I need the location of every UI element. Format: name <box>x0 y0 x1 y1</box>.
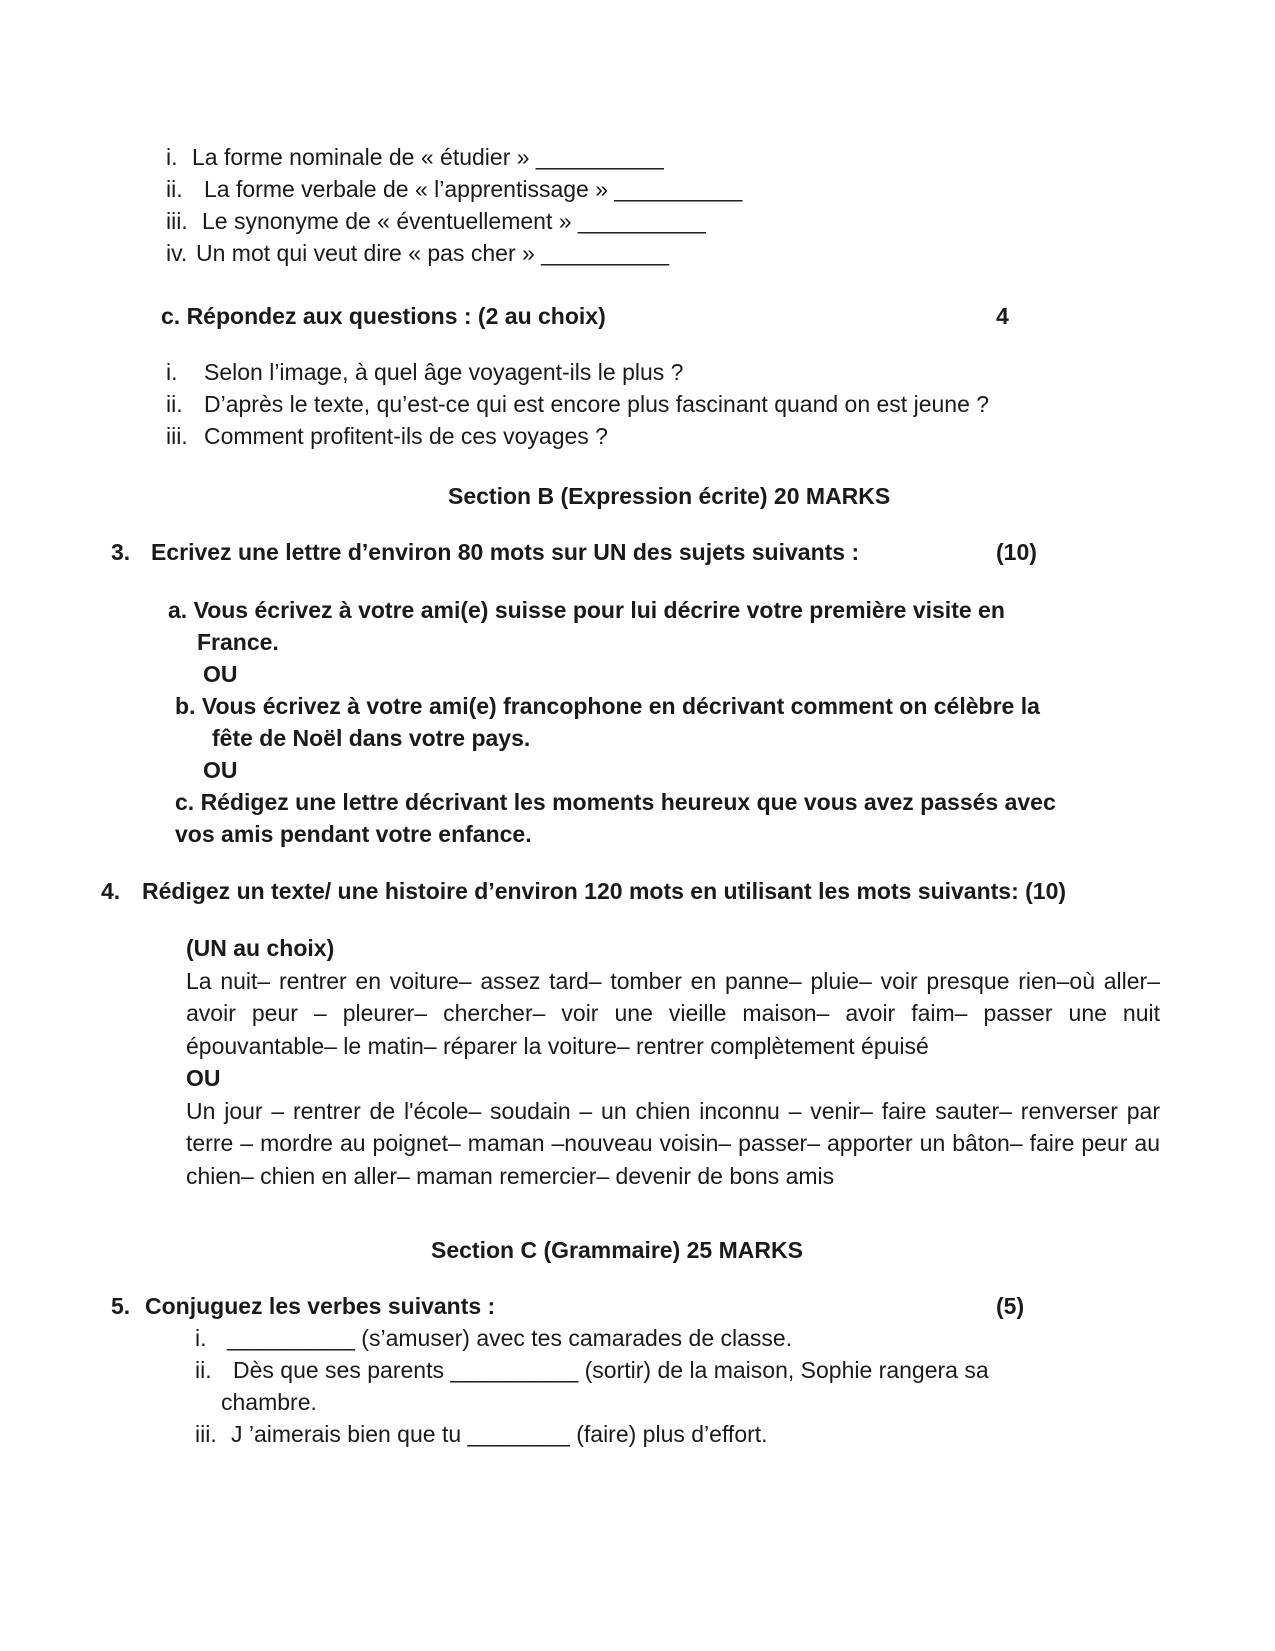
question-5 <box>111 1291 495 1321</box>
item-text: Le synonyme de « éventuellement » __________ <box>202 208 706 234</box>
question-3-marks: (10) <box>996 539 1037 565</box>
part-b-item <box>166 238 669 268</box>
q3-option-a-line2: France. <box>197 629 279 655</box>
item-number: iv. <box>166 240 188 266</box>
item-number: ii. <box>166 176 183 202</box>
part-c-item <box>166 389 989 419</box>
part-c-item <box>166 421 608 451</box>
item-number: i. <box>166 144 178 170</box>
question-number: 4. <box>101 878 121 904</box>
item-number: ii. <box>166 391 183 417</box>
q5-item <box>195 1323 792 1353</box>
question-4 <box>101 876 1066 906</box>
item-text: D’après le texte, qu’est-ce qui est encore plus fascinant quand on est jeune ? <box>204 391 990 417</box>
item-text: Selon l’image, à quel âge voyagent-ils le plus ? <box>204 359 684 385</box>
item-number: iii. <box>166 423 188 449</box>
item-text: Un mot qui veut dire « pas cher » __________ <box>196 240 670 266</box>
q3-option-c-line1: c. Rédigez une lettre décrivant les moments heureux que vous avez passés avec <box>175 789 1056 815</box>
item-text: Dès que ses parents __________ (sortir) de la maison, Sophie rangera sa <box>233 1357 989 1383</box>
part-c-marks: 4 <box>996 303 1009 329</box>
q3-option-a-line1: a. Vous écrivez à votre ami(e) suisse pour lui décrire votre première visite en <box>168 597 1005 623</box>
q3-option-b-line1: b. Vous écrivez à votre ami(e) francophone en décrivant comment on célèbre la <box>175 693 1040 719</box>
part-b-item <box>166 206 706 236</box>
q3-option-b-line2: fête de Noël dans votre pays. <box>212 725 531 751</box>
q4-choice-label: (UN au choix) <box>186 935 335 961</box>
item-text: La forme nominale de « étudier » __________ <box>192 144 664 170</box>
question-5-marks: (5) <box>996 1293 1025 1319</box>
q4-word-lists <box>186 932 1160 1192</box>
q5-item <box>195 1419 768 1449</box>
question-number: 3. <box>111 539 131 565</box>
part-c-item <box>166 357 683 387</box>
section-c-title: Section C (Grammaire) 25 MARKS <box>431 1237 803 1263</box>
q4-ou: OU <box>186 1065 221 1091</box>
item-number: ii. <box>195 1357 212 1383</box>
item-text: J ’aimerais bien que tu ________ (faire) plus d’effort. <box>231 1421 768 1447</box>
question-3 <box>111 537 859 567</box>
item-text: __________ (s’amuser) avec tes camarades de classe. <box>227 1325 793 1351</box>
question-text: Ecrivez une lettre d’environ 80 mots sur UN des sujets suivants : <box>151 539 860 565</box>
q4-option-2: Un jour – rentrer de l'école– soudain – un chien inconnu – venir– faire sauter– renverser par terre – mordre au poignet– maman –nouveau voisin– passer– apporter un bâton– faire peur au chien– chien en aller– maman remercier– devenir de bons amis <box>186 1097 1160 1189</box>
item-number: iii. <box>166 208 188 234</box>
item-number: i. <box>166 359 178 385</box>
q3-option-c-line2: vos amis pendant votre enfance. <box>175 821 532 847</box>
q5-item <box>195 1355 989 1385</box>
section-b-title: Section B (Expression écrite) 20 MARKS <box>448 483 891 509</box>
question-text: Conjuguez les verbes suivants : <box>145 1293 496 1319</box>
q3-ou: OU <box>203 757 238 783</box>
item-number: iii. <box>195 1421 217 1447</box>
item-text: Comment profitent-ils de ces voyages ? <box>204 423 608 449</box>
question-number: 5. <box>111 1293 131 1319</box>
q5-item-continuation: chambre. <box>221 1389 317 1415</box>
part-b-item <box>166 174 742 204</box>
part-b-item <box>166 142 664 172</box>
q3-ou: OU <box>203 661 238 687</box>
item-text: La forme verbale de « l’apprentissage » __________ <box>204 176 743 202</box>
item-number: i. <box>195 1325 207 1351</box>
question-text: Rédigez un texte/ une histoire d’environ 120 mots en utilisant les mots suivants: (10) <box>142 878 1067 904</box>
part-c-heading: c. Répondez aux questions : (2 au choix) <box>161 303 606 329</box>
q4-option-1: La nuit– rentrer en voiture– assez tard– tomber en panne– pluie– voir presque rien–où aller– avoir peur – pleurer– chercher– voir une vieille maison– avoir faim– passer une nuit épouvantable– le matin– réparer la voiture– rentrer complètement épuisé <box>186 967 1160 1059</box>
